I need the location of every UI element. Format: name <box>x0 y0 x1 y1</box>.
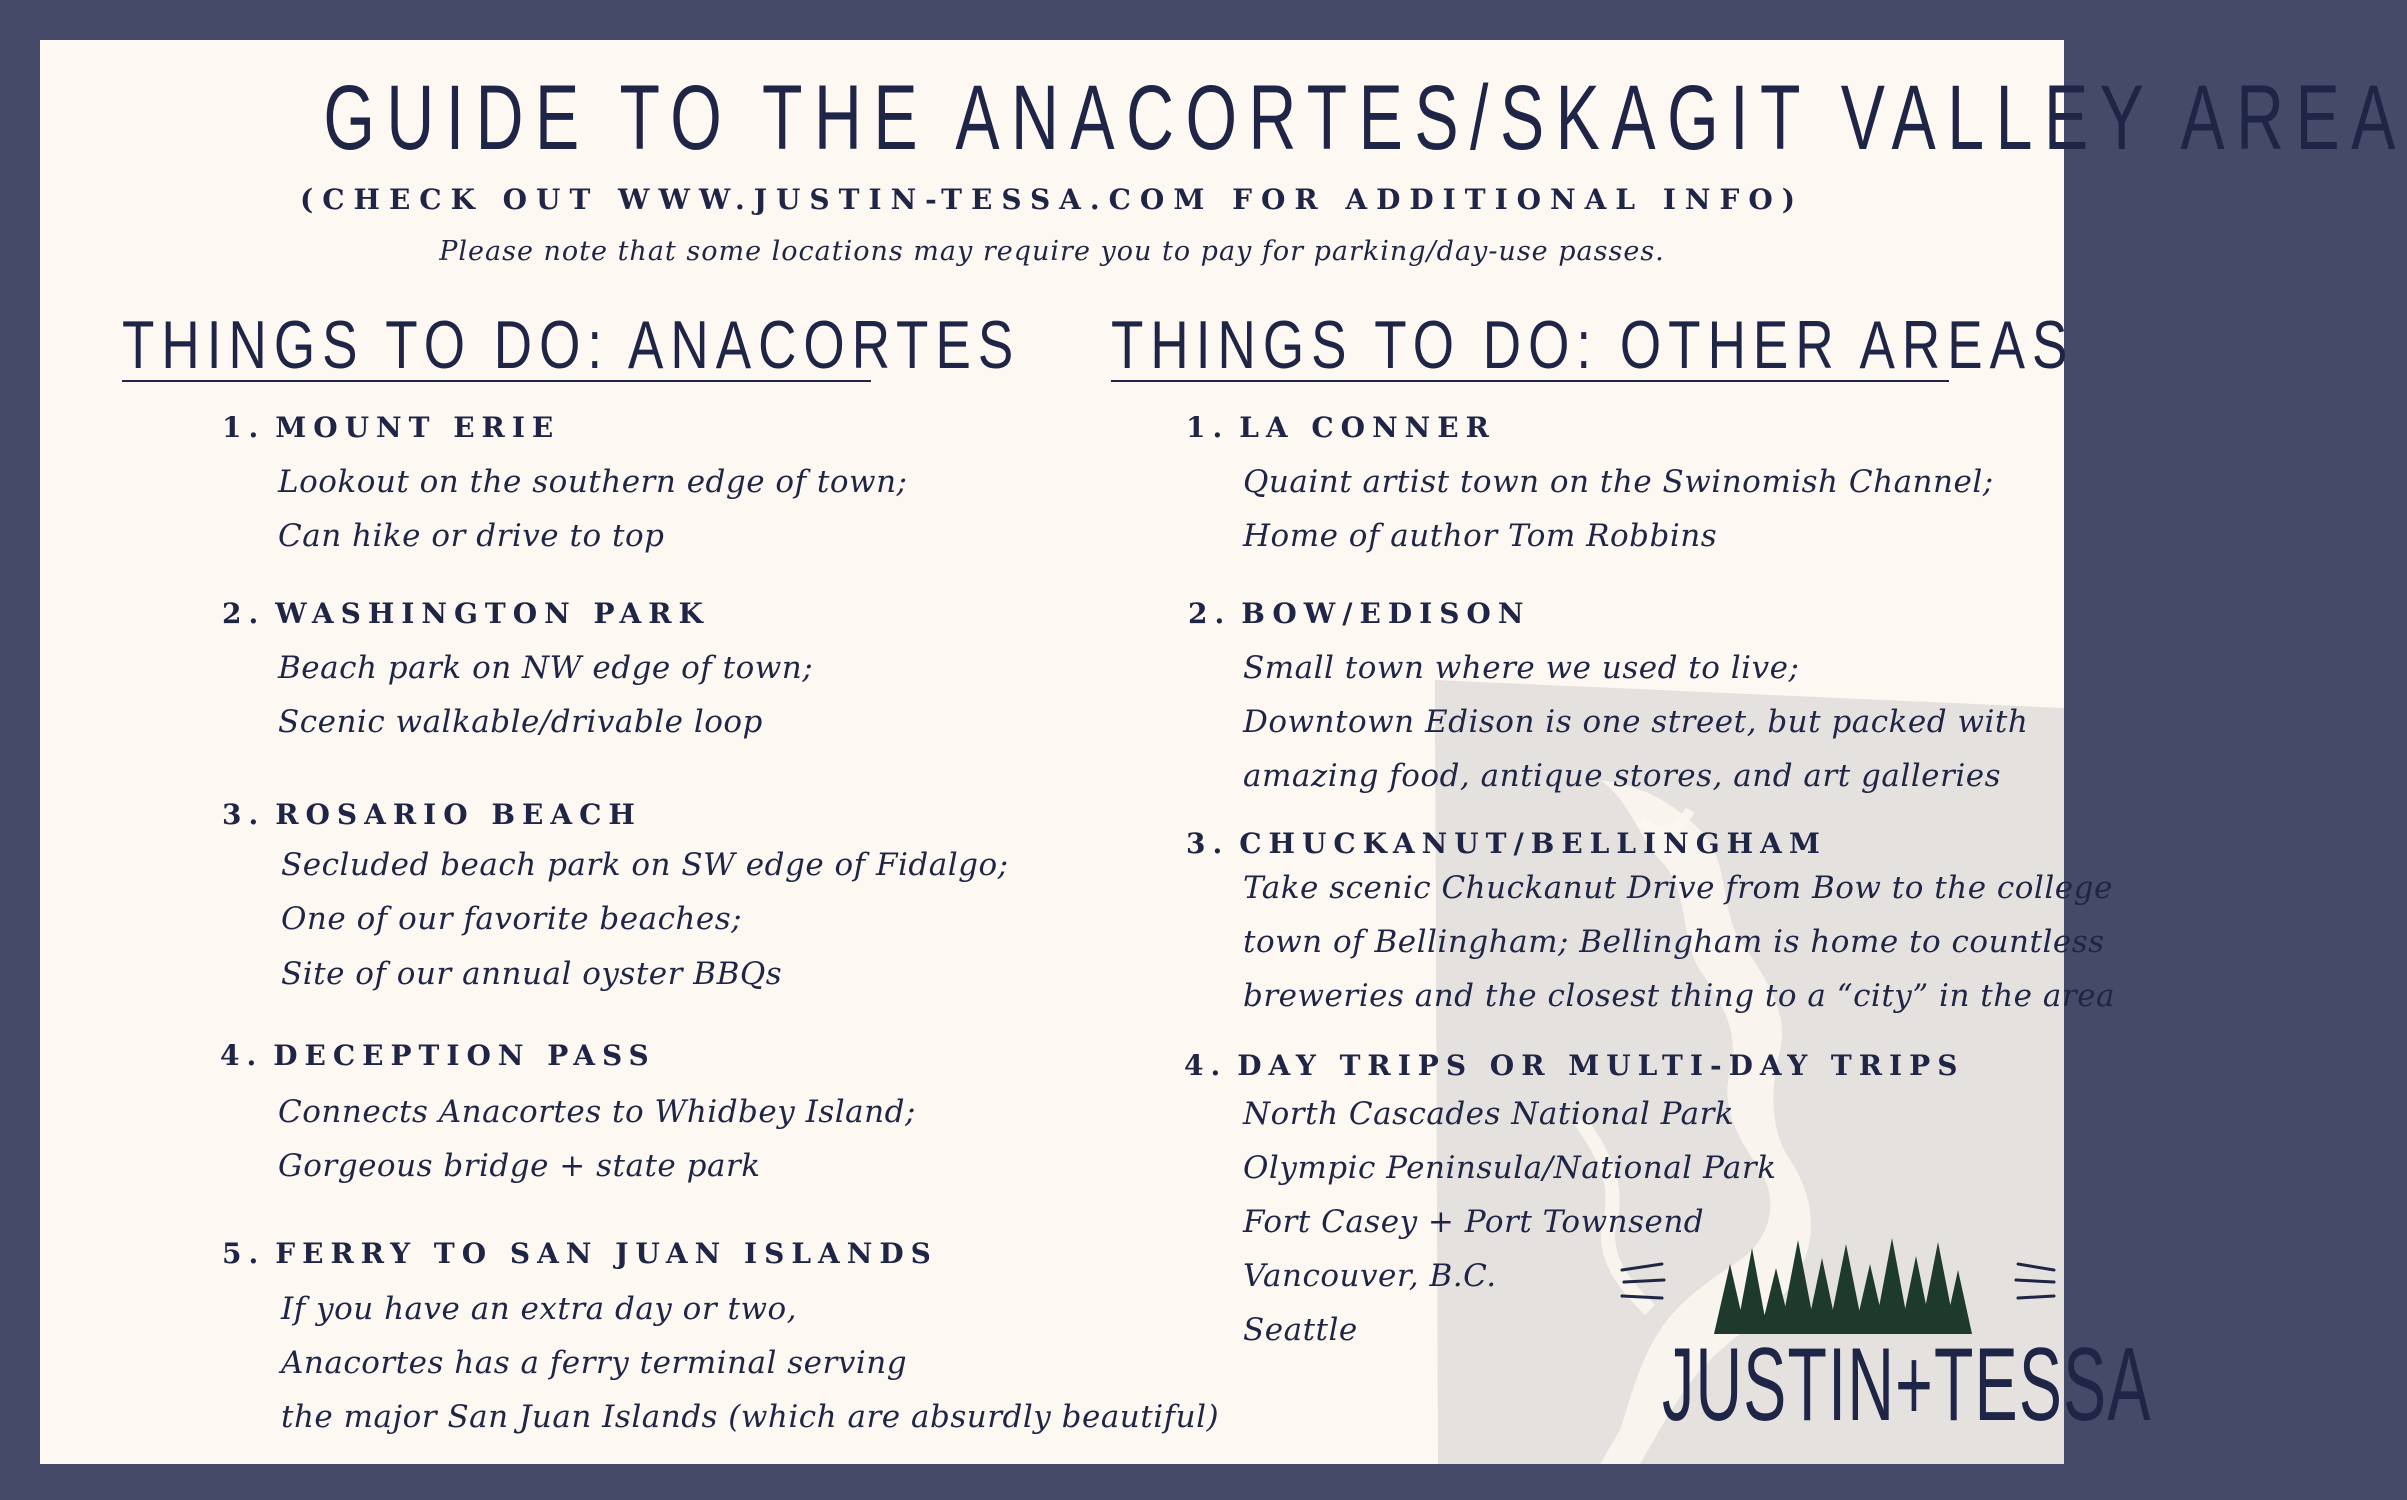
left-item-title <box>222 1236 938 1272</box>
item-description: amazing food, antique stores, and art galleries <box>1243 758 2002 794</box>
item-title-text: MOUNT ERIE <box>275 411 561 444</box>
item-description: North Cascades National Park <box>1243 1096 1735 1132</box>
item-number: 1. <box>1186 411 1230 444</box>
item-description: Olympic Peninsula/National Park <box>1243 1150 1777 1186</box>
item-description: Beach park on NW edge of town; <box>278 650 814 686</box>
left-item-title <box>220 1038 656 1074</box>
left-heading-divider <box>122 380 871 382</box>
right-heading-divider <box>1111 380 1949 382</box>
right-item-title <box>1184 1048 1964 1084</box>
right-item-title <box>1186 410 1496 446</box>
item-description: Lookout on the southern edge of town; <box>278 464 908 500</box>
item-description: Fort Casey + Port Townsend <box>1243 1204 1705 1240</box>
item-description: Seattle <box>1243 1312 1358 1348</box>
right-item-title <box>1186 826 1827 862</box>
item-description: Anacortes has a ferry terminal serving <box>281 1345 908 1381</box>
item-number: 4. <box>220 1039 264 1072</box>
item-number: 2. <box>222 597 266 630</box>
item-title-text: WASHINGTON PARK <box>275 597 710 630</box>
item-description: breweries and the closest thing to a “city” in the area <box>1243 978 2116 1014</box>
parking-note: Please note that some locations may require you to pay for parking/day-use passes. <box>439 236 1665 267</box>
item-description: If you have an extra day or two, <box>281 1291 798 1327</box>
item-number: 2. <box>1188 597 1232 630</box>
item-description: Vancouver, B.C. <box>1243 1258 1497 1294</box>
item-description: Gorgeous bridge + state park <box>278 1148 761 1184</box>
logo-wordmark: JUSTIN+TESSA <box>1662 1327 2152 1443</box>
item-title-text: FERRY TO SAN JUAN ISLANDS <box>275 1237 938 1270</box>
item-description: Small town where we used to live; <box>1243 650 1800 686</box>
item-title-text: DECEPTION PASS <box>273 1039 656 1072</box>
item-title-text: DAY TRIPS OR MULTI-DAY TRIPS <box>1237 1049 1965 1082</box>
item-description: town of Bellingham; Bellingham is home to countless <box>1243 924 2105 960</box>
item-description: Home of author Tom Robbins <box>1243 518 1718 554</box>
item-number: 1. <box>222 411 266 444</box>
item-title-text: CHUCKANUT/BELLINGHAM <box>1239 827 1827 860</box>
website-subtitle: (CHECK OUT WWW.JUSTIN-TESSA.COM FOR ADDITIONAL INFO) <box>299 183 1805 216</box>
left-column-heading: THINGS TO DO: ANACORTES <box>122 307 1021 383</box>
item-title-text: LA CONNER <box>1239 411 1496 444</box>
right-column-heading: THINGS TO DO: OTHER AREAS <box>1111 307 2075 383</box>
item-description: Scenic walkable/drivable loop <box>278 704 763 740</box>
guide-card <box>40 40 2407 1464</box>
item-number: 5. <box>222 1237 266 1270</box>
item-description: Downtown Edison is one street, but packed with <box>1243 704 2029 740</box>
item-number: 3. <box>222 798 266 831</box>
justin-tessa-logo <box>1618 1234 2152 1459</box>
item-description: the major San Juan Islands (which are absurdly beautiful) <box>281 1399 1220 1435</box>
left-item-title <box>222 596 710 632</box>
item-description: Take scenic Chuckanut Drive from Bow to the college <box>1243 870 2113 906</box>
item-title-text: ROSARIO BEACH <box>275 798 642 831</box>
item-description: Quaint artist town on the Swinomish Channel; <box>1243 464 1994 500</box>
item-number: 4. <box>1184 1049 1228 1082</box>
item-description: One of our favorite beaches; <box>281 901 743 937</box>
item-description: Can hike or drive to top <box>278 518 665 554</box>
left-item-title <box>222 410 560 446</box>
item-description: Secluded beach park on SW edge of Fidalgo; <box>281 847 1009 883</box>
item-title-text: BOW/EDISON <box>1241 597 1531 630</box>
item-description: Site of our annual oyster BBQs <box>281 956 783 992</box>
item-description: Connects Anacortes to Whidbey Island; <box>278 1094 916 1130</box>
item-number: 3. <box>1186 827 1230 860</box>
left-item-title <box>222 797 642 833</box>
page-title: GUIDE TO THE ANACORTES/SKAGIT VALLEY AREA <box>323 67 2407 169</box>
right-item-title <box>1188 596 1530 632</box>
